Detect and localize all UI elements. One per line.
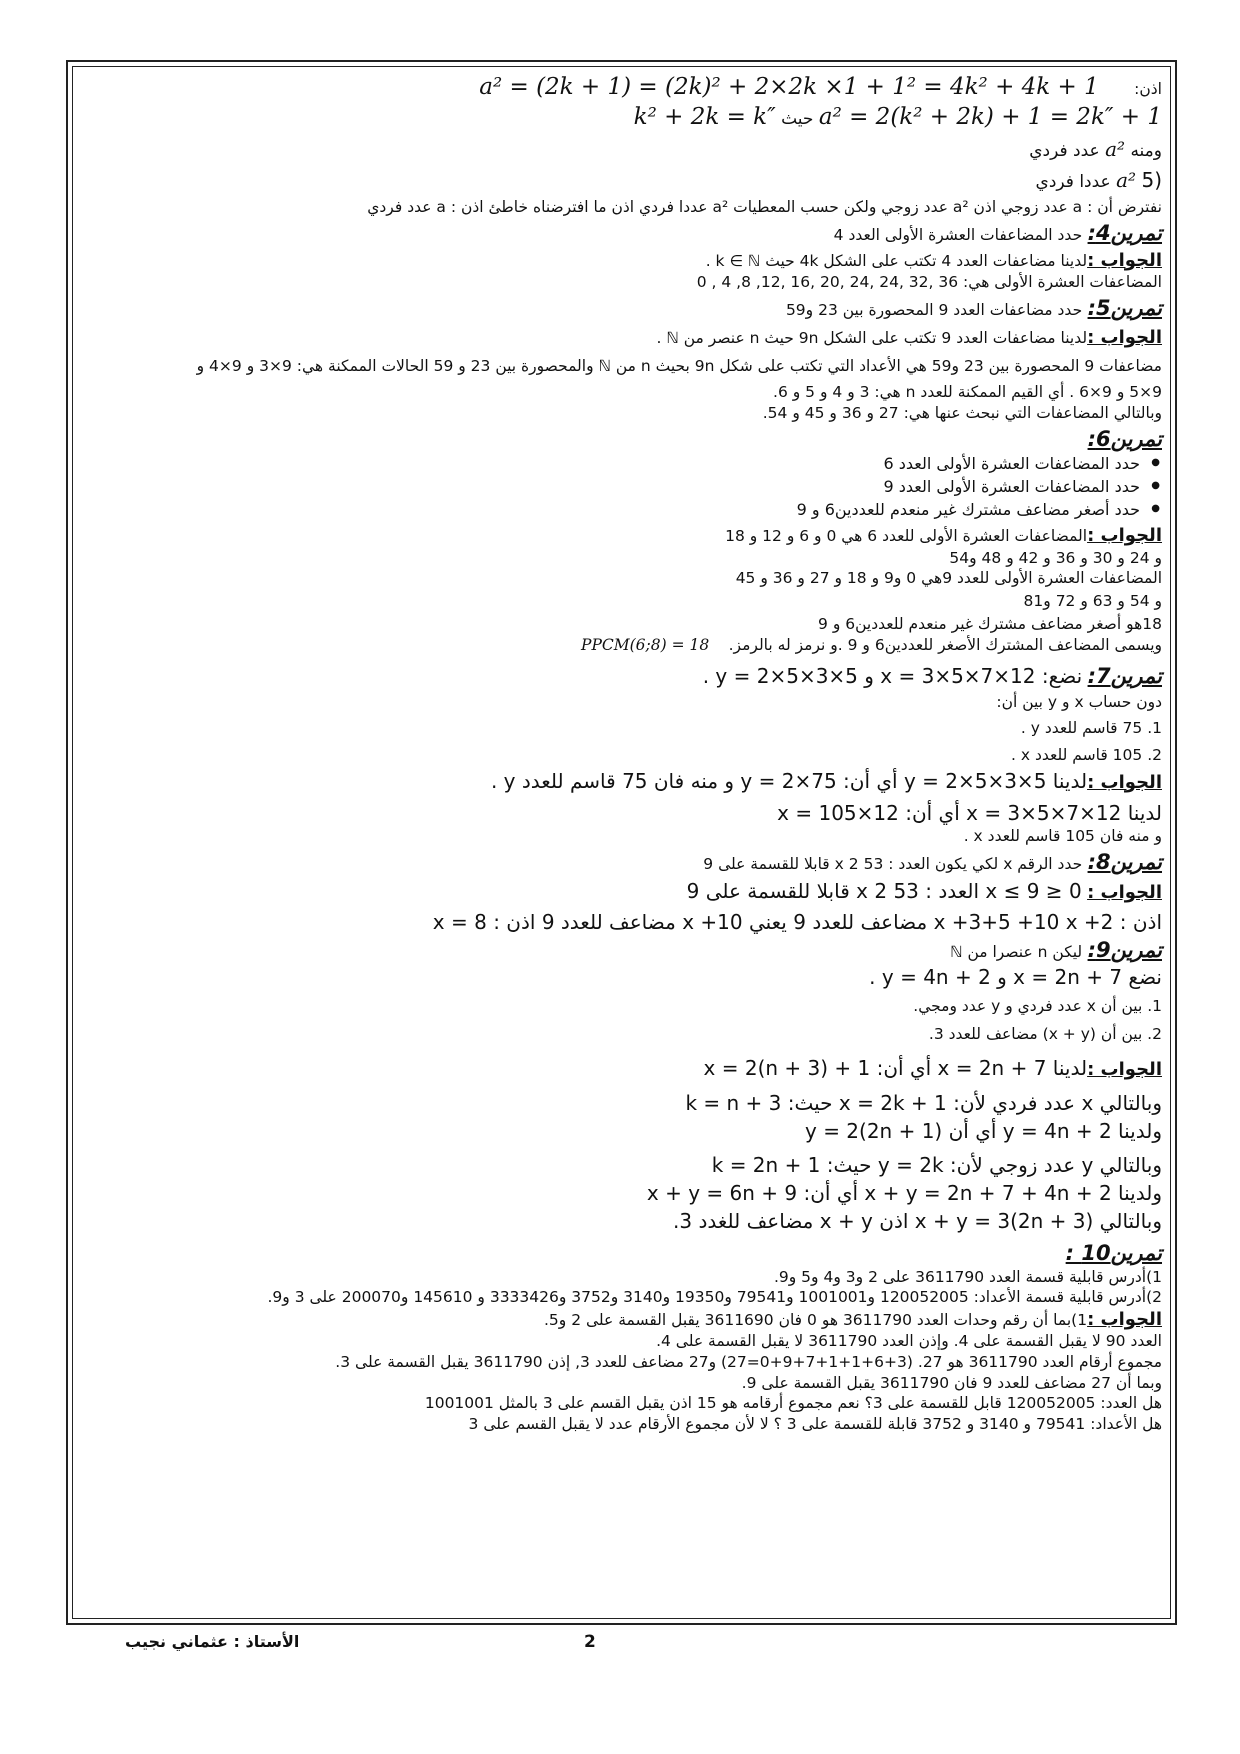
- answer-6f: ويسمى المضاعف المشترك الأصغر للعددين6 و 9 .و نرمز له بالرمز. PPCM(6;8) = 18: [581, 636, 1162, 655]
- exercise-10a: 1)أدرس قابلية قسمة العدد 3611790 على 2 و3 و4 و5 و9.: [773, 1267, 1162, 1286]
- teacher-name: الأستاذ : عثماني نجيب: [125, 1632, 300, 1651]
- page-number: 2: [584, 1632, 596, 1652]
- exercise-6: تمرين6:: [1087, 426, 1162, 451]
- line-l02: a² = 2(k² + 2k) + 1 = 2k″ + 1 حيث k² + 2k = k″: [633, 103, 1162, 130]
- exercise-10: تمرين10 :: [1065, 1240, 1162, 1265]
- answer-4: الجواب :لدينا مضاعفات العدد 4 تكتب على الشكل 4k حيث k ∈ ℕ .: [705, 249, 1162, 271]
- exercise-7a: دون حساب x و y بين أن:: [996, 692, 1162, 711]
- answer-10f: هل الأعداد: 79541 و 3140 و 3752 قابلة للقسمة على 3 ؟ لا لأن مجموع الأرقام عدد لا يقبل القسم على 3: [468, 1414, 1162, 1433]
- answer-10d: وبما أن 27 مضاعف للعدد 9 فان 3611790 يقبل القسمة على 9.: [741, 1373, 1162, 1392]
- exercise-7c: 2. 105 قاسم للعدد x .: [1011, 745, 1162, 764]
- answer-9f: وبالتالي x + y = 3(2n + 3) اذن x + y مضاعف للغدد 3.: [673, 1208, 1162, 1233]
- answer-5d: وبالتالي المضاعفات التي نبحث عنها هي: 27 و 36 و 45 و 54.: [762, 403, 1162, 422]
- exercise-7: تمرين7: نضع: x = 3×5×7×12 و y = 2×5×3×5 .: [702, 663, 1162, 688]
- answer-6e: 18هو أصغر مضاعف مشترك غير منعدم للعددين6 و 9: [818, 614, 1162, 633]
- answer-7c: و منه فان 105 قاسم للعدد x .: [963, 827, 1162, 846]
- exercise-4: تمرين4: حدد المضاعفات العشرة الأولى العدد 4: [833, 220, 1162, 245]
- exercise-6-list: [82, 452, 1162, 522]
- line-l03: ومنه a² عدد فردي: [1029, 137, 1162, 162]
- exercise-9b: 1. بين أن x عدد فردي و y عدد ومجي.: [913, 996, 1162, 1015]
- exercise-8: تمرين8: حدد الرقم x لكي يكون العدد : 53 2 x قابلا للقسمة على 9: [703, 849, 1162, 874]
- exercise-10b: 2)أدرس قابلية قسمة الأعداد: 120052005 و1001001 و79541 و19350 و3140 و3752 و3333426 و 145610 و200070 على 3 و9.: [267, 1288, 1162, 1307]
- answer-9: الجواب :لدينا x = 2n + 7 أي أن: x = 2(n + 3) + 1: [703, 1055, 1162, 1080]
- answer-10: الجواب :1)بما أن رقم وحدات العدد 3611790 هو 0 فان 3611690 يقبل القسمة على 2 و5.: [543, 1308, 1162, 1330]
- answer-6d: و 54 و 63 و 72 و81: [1023, 592, 1162, 611]
- answer-8: الجواب : 0 ≤ x ≤ 9 العدد : 53 2 x قابلا للقسمة على 9: [686, 878, 1162, 903]
- answer-9c: ولدينا y = 4n + 2 أي أن y = 2(2n + 1): [805, 1118, 1162, 1143]
- answer-5b: مضاعفات 9 المحصورة بين 23 و59 هي الأعداد التي تكتب على شكل 9n بحيث n من ℕ والمحصورة بين 23 و 59 الحالات الممكنة هي: 9×3 و 9×4 و: [196, 356, 1162, 375]
- answer-6b: و 24 و 30 و 36 و 42 و 48 و54: [949, 548, 1162, 567]
- exercise-6-item: ● حدد المضاعفات العشرة الأولى العدد 6: [82, 452, 1140, 475]
- answer-4b: المضاعفات العشرة الأولى هي: 36 ,32 ,24 ,24 ,20 ,16 ,12, 8, 4 , 0: [696, 273, 1162, 292]
- answer-9d: وبالتالي y عدد زوجي لأن: y = 2k حيث: k = 2n + 1: [711, 1152, 1162, 1177]
- exercise-6-item: ● حدد المضاعفات العشرة الأولى العدد 9: [82, 475, 1140, 498]
- exercise-9c: 2. بين أن (x + y) مضاعف للعدد 3.: [928, 1025, 1162, 1044]
- answer-6c: المضاعفات العشرة الأولى للعدد 9هي 0 و9 و 18 و 27 و 36 و 45: [735, 569, 1162, 588]
- answer-7: الجواب :لدينا y = 2×5×3×5 أي أن: y = 2×75 و منه فان 75 قاسم للعدد y .: [490, 768, 1162, 793]
- exercise-6-item: ● حدد أصغر مضاعف مشترك غير منعدم للعددين6 و 9: [82, 498, 1140, 521]
- answer-5: الجواب :لدينا مضاعفات العدد 9 تكتب على الشكل 9n حيث n عنصر من ℕ .: [656, 327, 1162, 349]
- exercise-9: تمرين9: ليكن n عنصرا من ℕ: [950, 937, 1162, 962]
- exercise-5: تمرين5: حدد مضاعفات العدد 9 المحصورة بين 23 و59: [785, 295, 1162, 320]
- line-l04: (5 a² عددا فردي: [1035, 167, 1162, 192]
- exercise-7b: 1. 75 قاسم للعدد y .: [1020, 719, 1162, 738]
- answer-9b: وبالتالي x عدد فردي لأن: x = 2k + 1 حيث: k = n + 3: [685, 1090, 1162, 1115]
- answer-10c: مجموع أرقام العدد 3611790 هو 27. (3+6+1+1+7+9+0=27) و27 مضاعف للعدد 3, إذن 3611790 يقبل القسمة على 3.: [335, 1353, 1162, 1372]
- answer-7b: لدينا x = 3×5×7×12 أي أن: x = 105×12: [777, 801, 1162, 826]
- answer-9e: ولدينا x + y = 2n + 7 + 4n + 2 أي أن: x + y = 6n + 9: [646, 1180, 1162, 1205]
- answer-10e: هل العدد: 120052005 قابل للقسمة على 3؟ نعم مجموع أرقامه هو 15 اذن يقبل القسم على 3 بالمثل 1001001: [424, 1394, 1162, 1413]
- exercise-9a: نضع x = 2n + 7 و y = 4n + 2 .: [869, 964, 1162, 989]
- document-body: [82, 70, 1162, 1433]
- answer-8b: اذن : 2+ x +3+5 +10 x مضاعف للعدد 9 يعني x +10 مضاعف للعدد 9 اذن : x = 8: [432, 909, 1162, 934]
- answer-10b: العدد 90 لا يقبل القسمة على 4. وإذن العدد 3611790 لا يقبل القسمة على 4.: [656, 1332, 1162, 1351]
- line-l01: اذن: a² = (2k + 1) = (2k)² + 2×2k ×1 + 1² = 4k² + 4k + 1: [479, 74, 1162, 100]
- answer-5c: 9×5 و 9×6 . أي القيم الممكنة للعدد n هي: 3 و 4 و 5 و 6.: [773, 383, 1162, 402]
- answer-6: الجواب :المضاعفات العشرة الأولى للعدد 6 هي 0 و 6 و 12 و 18: [725, 525, 1162, 547]
- line-l05: نفترض أن : a عدد زوجي اذن a² عدد زوجي ولكن حسب المعطيات a² عددا فردي اذن ما افترضناه خاطئ اذن : a عدد فردي: [367, 197, 1162, 216]
